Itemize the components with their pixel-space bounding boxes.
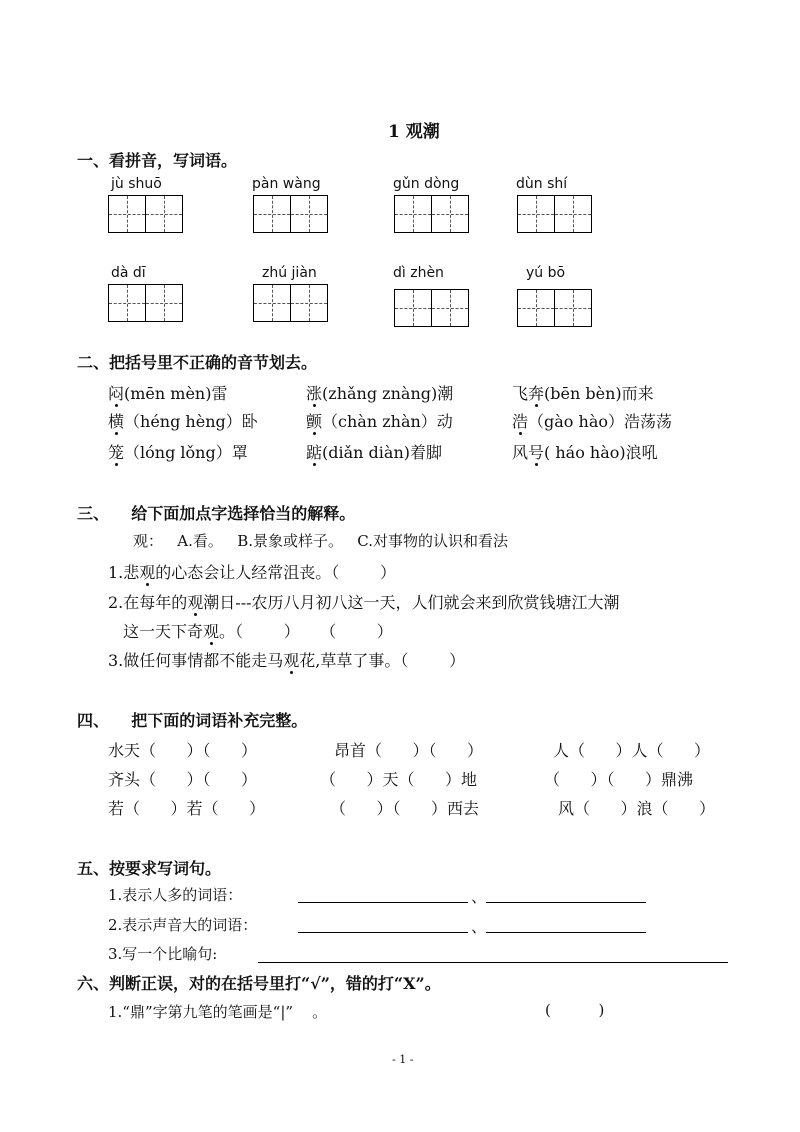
pinyin-label: dì zhèn	[393, 265, 444, 281]
syllable-item[interactable]	[108, 440, 248, 463]
pinyin-label: dà dī	[111, 265, 146, 281]
syllable-options: (diǎn diàn)着脚	[322, 443, 442, 462]
syllable-options: （gào hào）浩荡荡	[528, 412, 672, 431]
page-number: - 1 -	[392, 1053, 414, 1066]
dotted-char: 涨	[306, 384, 323, 403]
syllable-options: (mēn mèn)雷	[124, 384, 228, 403]
dotted-char: 踮	[306, 443, 323, 462]
syllable-item[interactable]	[306, 381, 453, 404]
writing-grid[interactable]	[108, 284, 182, 322]
syllable-options: （lóng lǒng）罩	[124, 443, 248, 462]
question-text: 花,草草了事。（ ）	[299, 651, 466, 670]
dotted-char: 闷	[108, 384, 125, 403]
question-item[interactable]	[123, 619, 393, 642]
question-text: 3.做任何事情都不能走马	[108, 651, 284, 670]
question-text: 。（ ） （ ）	[219, 622, 393, 641]
idiom-fill-item[interactable]: 风（ ）浪（ ）	[558, 799, 716, 818]
question-item[interactable]	[108, 590, 620, 613]
section-2-heading: 二、把括号里不正确的音节划去。	[77, 353, 318, 372]
answer-blank[interactable]	[298, 884, 468, 903]
question-item[interactable]	[108, 560, 396, 583]
answer-blank[interactable]	[486, 884, 646, 903]
answer-blank[interactable]	[298, 914, 468, 933]
answer-paren[interactable]: ( )	[545, 1001, 605, 1019]
section-1-heading: 一、看拼音，写词语。	[77, 151, 238, 170]
dotted-char: 观	[283, 651, 300, 670]
pinyin-label: pàn wàng	[252, 176, 321, 192]
dotted-char: 观	[187, 593, 204, 612]
writing-grid[interactable]	[517, 195, 591, 233]
writing-grid[interactable]	[517, 289, 591, 327]
question-text: 3.写一个比喻句:	[108, 945, 218, 963]
pinyin-label: zhú jiàn	[262, 265, 317, 281]
pinyin-label: dùn shí	[516, 176, 568, 192]
pinyin-label: jù shuō	[111, 176, 162, 192]
syllable-item[interactable]	[306, 440, 442, 463]
question-text: 2.在每年的	[108, 593, 188, 612]
writing-grid[interactable]	[108, 195, 182, 233]
syllable-item[interactable]	[512, 409, 672, 432]
section-4-heading: 四、 把下面的词语补充完整。	[77, 711, 308, 730]
dotted-char: 横	[108, 412, 125, 431]
idiom-fill-item[interactable]: 齐头（ ）（ ）	[108, 770, 258, 789]
plain-char: 飞	[512, 384, 529, 403]
question-item[interactable]	[108, 648, 465, 671]
pinyin-label: yú bō	[526, 265, 566, 281]
writing-grid[interactable]	[253, 284, 327, 322]
question-text: 1.表示人多的词语：	[108, 886, 243, 904]
idiom-fill-item[interactable]: 水天（ ）（ ）	[108, 741, 258, 760]
separator: 、	[471, 917, 488, 936]
plain-char: 风	[512, 443, 529, 462]
definition-options: 观： A.看。 B.景象或样子。 C.对事物的认识和看法	[133, 532, 509, 550]
question-text: 1.“鼎”字第九笔的笔画是“|” 。	[108, 1003, 328, 1021]
idiom-fill-item[interactable]: （ ）（ ）鼎沸	[544, 770, 694, 789]
syllable-options: (bēn bèn)而来	[544, 384, 654, 403]
question-text: 的心态会让人经常沮丧。（ ）	[155, 563, 396, 582]
question-text: 潮日---农历八月初八这一天，人们就会来到欣赏钱塘江大潮	[203, 593, 620, 612]
answer-blank[interactable]	[258, 944, 728, 963]
syllable-options: ( háo hào)浪吼	[544, 443, 658, 462]
syllable-options: （chàn zhàn）动	[322, 412, 453, 431]
syllable-item[interactable]	[108, 409, 258, 432]
question-text: 这一天下奇	[123, 622, 204, 641]
writing-grid[interactable]	[394, 195, 468, 233]
question-text: 2.表示声音大的词语：	[108, 916, 258, 934]
syllable-item[interactable]	[512, 381, 654, 404]
idiom-fill-item[interactable]: （ ）天（ ）地	[320, 770, 478, 789]
section-6-heading: 六、判断正误，对的在括号里打“√”，错的打“X”。	[77, 974, 441, 993]
idiom-fill-item[interactable]: 人（ ）人（ ）	[553, 741, 711, 760]
writing-grid[interactable]	[253, 195, 327, 233]
idiom-fill-item[interactable]: 昂首（ ）（ ）	[334, 741, 484, 760]
section-3-heading: 三、 给下面加点字选择恰当的解释。	[77, 504, 356, 523]
section-5-heading: 五、按要求写词句。	[77, 859, 222, 878]
dotted-char: 观	[139, 563, 156, 582]
idiom-fill-item[interactable]: 若（ ）若（ ）	[108, 799, 266, 818]
dotted-char: 颤	[306, 412, 323, 431]
pinyin-label: gǔn dòng	[393, 176, 460, 192]
idiom-fill-item[interactable]: （ ）（ ）西去	[330, 799, 480, 818]
writing-grid[interactable]	[394, 289, 468, 327]
page-title: 1 观潮	[388, 122, 440, 142]
separator: 、	[471, 887, 488, 906]
question-text: 1.悲	[108, 563, 140, 582]
dotted-char: 浩	[512, 412, 529, 431]
dotted-char: 号	[528, 443, 545, 462]
syllable-options: (zhǎng znàng)潮	[322, 384, 454, 403]
dotted-char: 观	[203, 622, 220, 641]
syllable-item[interactable]	[108, 381, 227, 404]
syllable-item[interactable]	[306, 409, 453, 432]
dotted-char: 奔	[528, 384, 545, 403]
syllable-options: （héng hèng）卧	[124, 412, 258, 431]
dotted-char: 笼	[108, 443, 125, 462]
answer-blank[interactable]	[486, 914, 646, 933]
syllable-item[interactable]	[512, 440, 658, 463]
